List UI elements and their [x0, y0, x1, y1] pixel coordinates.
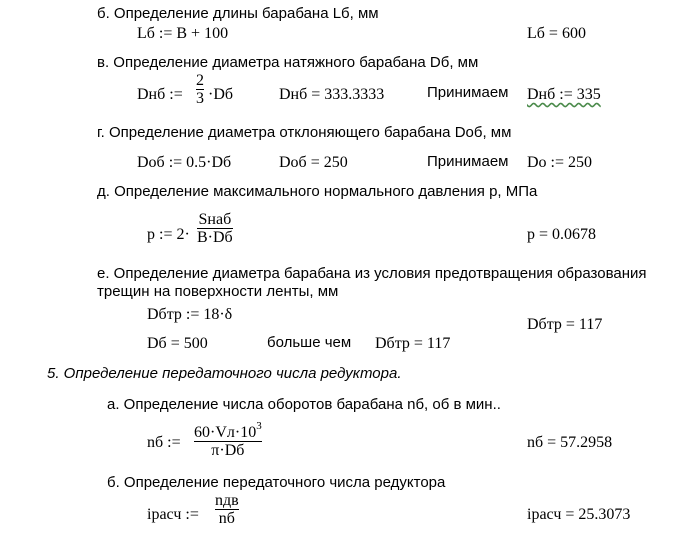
- formula-pressure-lhs: p := 2·: [147, 226, 190, 243]
- heading-pressure: д. Определение максимального нормального давления p, МПа: [97, 183, 538, 200]
- fraction-gear-ratio: [215, 492, 239, 527]
- value-db: Dб = 500: [147, 335, 208, 352]
- value-tension-drum: Dнб = 333.3333: [279, 86, 385, 103]
- formula-gear-ratio-lhs: iрасч :=: [147, 506, 199, 523]
- fraction-denominator: nб: [218, 510, 235, 527]
- fraction-numerator: nдв: [215, 492, 239, 509]
- result-drum-length: Lб = 600: [527, 25, 586, 42]
- fraction-denominator: π·Dб: [211, 442, 245, 459]
- value-deflection-drum: Dоб = 250: [279, 154, 348, 171]
- heading-crack-condition-line1: е. Определение диаметра барабана из условия предотвращения образования: [97, 265, 647, 282]
- result-gear-ratio: iрасч = 25.3073: [527, 506, 631, 523]
- value-dbtr: Dбтр = 117: [375, 335, 451, 352]
- accepted-tension-drum-value: Dнб := 335: [527, 86, 601, 103]
- formula-drum-length: Lб := B + 100: [137, 25, 229, 42]
- numerator-text: 60·Vл·10: [194, 424, 257, 441]
- fraction-two-thirds: [196, 72, 204, 107]
- formula-deflection-drum: Dоб := 0.5·Dб: [137, 154, 232, 171]
- fraction-numerator: 2: [196, 72, 204, 89]
- fraction-drum-rpm: [194, 418, 262, 459]
- formula-drum-rpm-lhs: nб :=: [147, 434, 181, 451]
- accepted-tension-drum: [527, 86, 601, 104]
- result-pressure: p = 0.0678: [527, 226, 597, 243]
- compare-label: больше чем: [267, 334, 352, 351]
- formula-dbtr: Dбтр := 18·δ: [147, 306, 233, 323]
- accepted-deflection-drum: Dо := 250: [527, 154, 593, 171]
- heading-drum-length: б. Определение длины барабана Lб, мм: [97, 5, 379, 22]
- heading-crack-condition-line2: трещин на поверхности ленты, мм: [97, 283, 339, 300]
- fraction-numerator: [194, 418, 262, 441]
- fraction-denominator: B·Dб: [197, 229, 233, 246]
- formula-tension-drum-rhs: ·Dб: [208, 86, 234, 103]
- accept-label-tension: Принимаем: [427, 84, 509, 101]
- heading-drum-rpm: а. Определение числа оборотов барабана nб, об в мин..: [107, 396, 501, 413]
- fraction-denominator: 3: [196, 90, 204, 107]
- numerator-exponent: 3: [256, 420, 262, 432]
- heading-deflection-drum-diameter: г. Определение диаметра отклоняющего барабана Dоб, мм: [97, 124, 512, 141]
- result-dbtr: Dбтр = 117: [527, 316, 603, 333]
- section-heading-gear-ratio: 5. Определение передаточного числа редуктора.: [47, 365, 402, 382]
- fraction-pressure: [197, 211, 233, 246]
- fraction-numerator: Sнаб: [198, 211, 232, 228]
- formula-tension-drum-lhs: Dнб :=: [137, 86, 183, 103]
- heading-tension-drum-diameter: в. Определение диаметра натяжного барабана Dб, мм: [97, 54, 479, 71]
- heading-gear-ratio: б. Определение передаточного числа редуктора: [107, 474, 446, 491]
- accept-label-deflection: Принимаем: [427, 153, 509, 170]
- result-drum-rpm: nб = 57.2958: [527, 434, 613, 451]
